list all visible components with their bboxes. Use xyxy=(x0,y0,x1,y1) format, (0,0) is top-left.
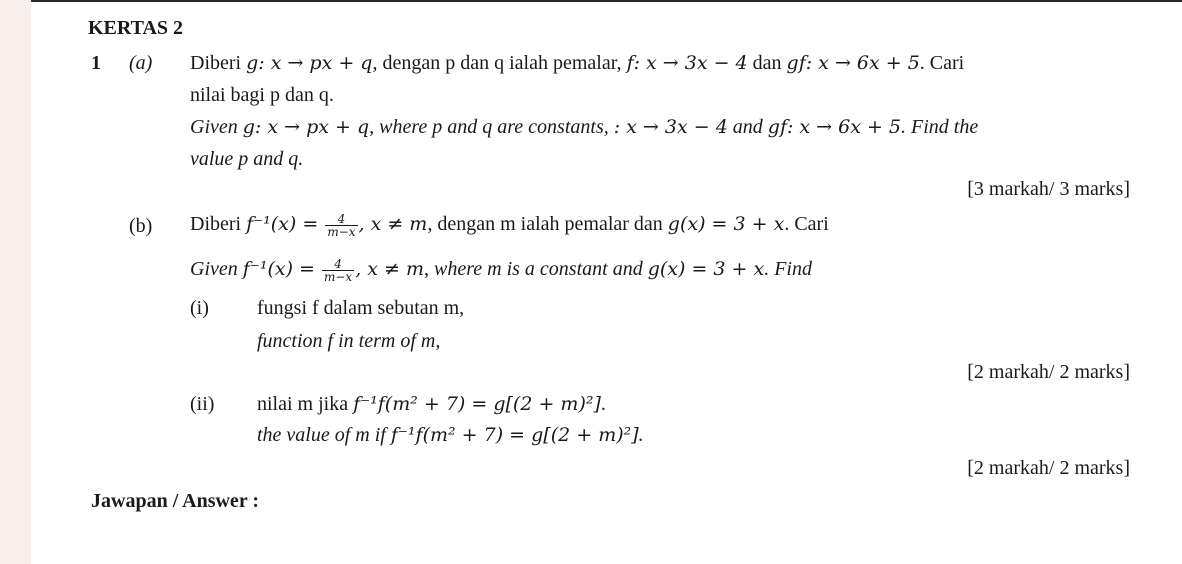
f-definition: : x → 3x − 4 xyxy=(613,116,728,138)
text: the value of m if xyxy=(257,424,391,446)
f-definition: f: x → 3x − 4 xyxy=(626,52,748,74)
g-definition: g(x) = 3 + x xyxy=(647,258,765,280)
text: , where p and q are constants, xyxy=(369,116,614,138)
condition: , x ≠ m xyxy=(358,213,428,235)
text: . Find xyxy=(764,258,812,280)
part-a-marks: [3 markah/ 3 marks] xyxy=(967,178,1130,200)
part-b-ii-label: (ii) xyxy=(190,393,215,415)
fraction xyxy=(322,258,354,283)
fraction-numerator: 4 xyxy=(322,258,354,271)
g-definition: g: x → px + q xyxy=(246,52,373,74)
top-rule xyxy=(31,0,1182,2)
f-inverse-lhs: f⁻¹(x) = xyxy=(242,258,321,280)
fraction-numerator: 4 xyxy=(325,213,357,226)
text: , where m is a constant and xyxy=(424,258,648,280)
part-a-english-line2: value p and q. xyxy=(190,148,304,170)
text: and xyxy=(727,116,768,138)
part-a-malay-line1 xyxy=(190,51,964,75)
part-a-label: (a) xyxy=(129,52,153,74)
condition: , x ≠ m xyxy=(355,258,424,280)
part-b-i-english: function f in term of m, xyxy=(257,330,441,352)
part-b-i-malay: fungsi f dalam sebutan m, xyxy=(257,297,465,319)
part-a-english-line1 xyxy=(190,115,978,139)
equation: f⁻¹f(m² + 7) = g[(2 + m)²] xyxy=(353,393,601,415)
g-definition: g(x) = 3 + x xyxy=(667,213,785,235)
g-definition: g: x → px + q xyxy=(242,116,370,138)
equation: f⁻¹f(m² + 7) = g[(2 + m)²] xyxy=(390,424,639,446)
text: nilai m jika xyxy=(257,393,354,415)
part-b-i-marks: [2 markah/ 2 marks] xyxy=(967,361,1130,383)
text: Given xyxy=(190,258,243,280)
part-b-i-label: (i) xyxy=(190,297,209,319)
text: Given xyxy=(190,116,243,138)
text: . Find the xyxy=(901,116,979,138)
part-b-ii-english xyxy=(257,423,644,447)
text: . Cari xyxy=(784,213,829,235)
question-number: 1 xyxy=(91,52,101,74)
text: , dengan m ialah pemalar dan xyxy=(427,213,668,235)
page-margin-strip xyxy=(0,0,31,564)
text: . xyxy=(638,424,644,446)
answer-label: Jawapan / Answer : xyxy=(91,490,259,512)
fraction-denominator: m−x xyxy=(323,269,353,284)
text: Diberi xyxy=(190,52,247,74)
part-b-label: (b) xyxy=(129,215,153,237)
part-b-malay-line xyxy=(190,212,829,238)
gf-definition: gf: x → 6x + 5 xyxy=(786,52,920,74)
text: dan xyxy=(747,52,787,74)
text: Diberi xyxy=(190,213,247,235)
text: . Cari xyxy=(919,52,965,74)
part-b-ii-malay xyxy=(257,392,606,416)
part-b-ii-marks: [2 markah/ 2 marks] xyxy=(967,457,1130,479)
fraction xyxy=(325,213,357,238)
text: . xyxy=(600,393,606,415)
text: , dengan p dan q ialah pemalar, xyxy=(372,52,627,74)
part-a-malay-line2: nilai bagi p dan q. xyxy=(190,84,334,106)
fraction-denominator: m−x xyxy=(327,224,356,239)
part-b-english-line xyxy=(190,257,812,283)
section-heading: KERTAS 2 xyxy=(88,17,184,39)
f-inverse-lhs: f⁻¹(x) = xyxy=(246,213,325,235)
gf-definition: gf: x → 6x + 5 xyxy=(767,116,902,138)
